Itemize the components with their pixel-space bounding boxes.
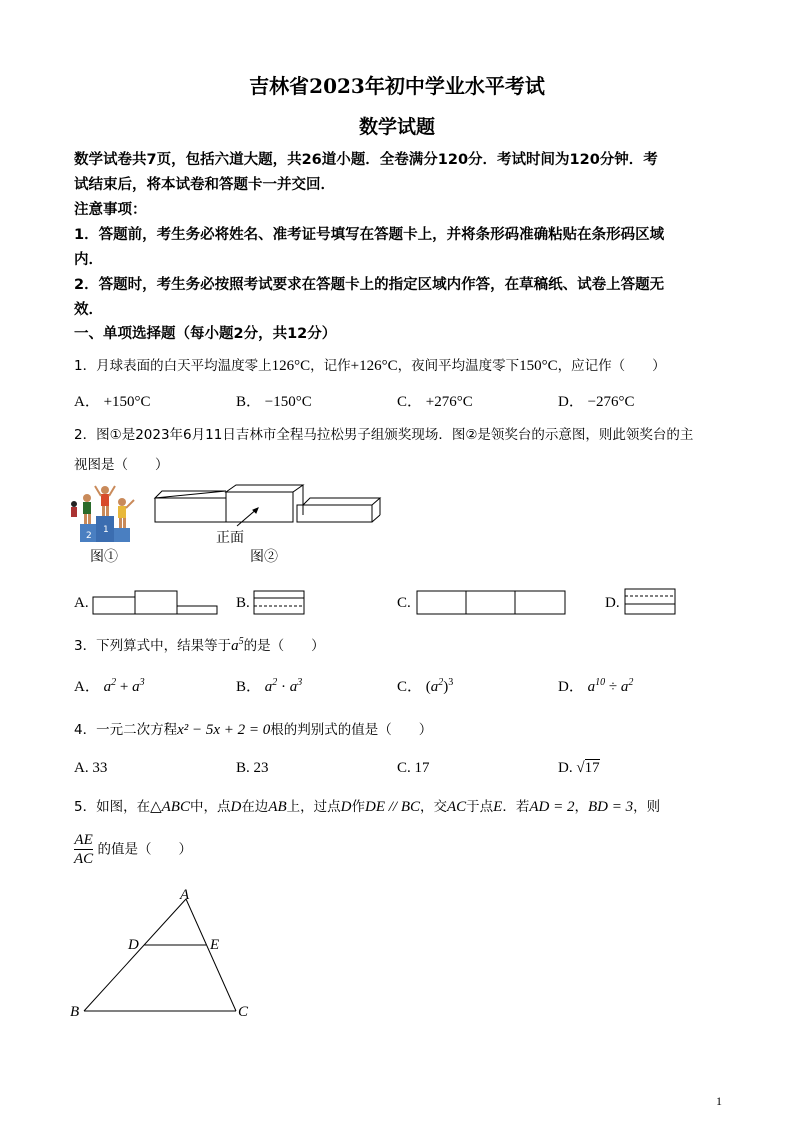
point-b-label: B	[70, 1004, 80, 1020]
point-c-label: C	[238, 1004, 249, 1020]
front-label: 正面	[216, 531, 244, 546]
figure-2-label: 图②	[250, 550, 278, 565]
intro-line-1: 数学试卷共7页，包括六道大题，共26道小题．全卷满分120分．考试时间为120分钟．考	[74, 152, 658, 168]
question-1	[74, 354, 666, 375]
q1-option-a: A． +150°C	[74, 394, 151, 410]
point-e-label: E	[210, 937, 220, 953]
page-number: 1	[716, 1094, 722, 1108]
svg-text:1: 1	[103, 525, 109, 535]
q2-option-b-label: B.	[236, 595, 250, 611]
q2-option-a-label: A.	[74, 595, 89, 611]
q2-option-b-figure	[253, 590, 307, 616]
section-1-heading: 一、单项选择题（每小题2分，共12分）	[74, 326, 337, 342]
q3-option-a: A． $a^2 + a^3$	[74, 677, 145, 695]
question-5: 5．如图，在△ABC中，点D在边AB上，过点D作DE // BC，交AC于点E．若AD = 2，BD = 3，则	[74, 799, 661, 815]
q1-text-4: ，应记作（ ）	[557, 358, 666, 374]
q1-option-c: C． +276°C	[397, 394, 473, 410]
q3-text-1: 3．下列算式中，结果等于	[74, 638, 232, 654]
q4-option-b: B. 23	[236, 760, 269, 776]
q5-text-end: 的值是（ ）	[97, 841, 192, 858]
q4-equation: x² − 5x + 2 = 0	[177, 722, 271, 738]
q4-text-2: 根的判别式的值是（ ）	[270, 722, 433, 738]
q2-option-d-label: D.	[605, 595, 620, 611]
q4-option-c: C. 17	[397, 760, 430, 776]
svg-text:2: 2	[86, 531, 92, 541]
q1-value-2: +126°C	[350, 358, 398, 374]
intro-line-2: 试结束后，将本试卷和答题卡一并交回．	[74, 177, 335, 193]
q5-line-2	[74, 831, 192, 868]
triangle-figure	[66, 885, 266, 1025]
q1-text-3: ，夜间平均温度零下	[397, 358, 520, 374]
note-2-line-1: 2．答题时，考生务必按照考试要求在答题卡上的指定区域内作答，在草稿纸、试卷上答题无	[74, 277, 665, 293]
q1-text-2: ，记作	[310, 358, 351, 374]
q3-expr: $a^5$	[231, 636, 244, 654]
q1-text-1: 1．月球表面的白天平均温度零上	[74, 358, 272, 374]
question-3	[74, 634, 325, 655]
q2-line-1: 2．图①是2023年6月11日吉林市全程马拉松男子组颁奖现场．图②是领奖台的示意图，则此领奖台的主	[74, 427, 694, 443]
note-1-line-1: 1．答题前，考生务必将姓名、准考证号填写在答题卡上，并将条形码准确粘贴在条形码区域	[74, 227, 665, 243]
q4-option-a: A. 33	[74, 760, 108, 776]
q1-option-d: D． −276°C	[558, 394, 635, 410]
question-4	[74, 718, 432, 739]
q2-option-d-figure	[624, 588, 678, 616]
q4-text-1: 4．一元二次方程	[74, 722, 178, 738]
q1-value-3: 150°C	[519, 358, 558, 374]
page-title: 吉林省2023年初中学业水平考试	[249, 74, 545, 98]
podium-diagram	[150, 482, 390, 552]
q4-option-d: D. √17	[558, 760, 600, 776]
page-subtitle: 数学试题	[358, 116, 435, 138]
q2-option-a-figure	[92, 590, 220, 616]
figure-1-label: 图①	[90, 550, 118, 565]
q5-fraction: $\frac{AE}{AC}$	[74, 832, 94, 867]
point-a-label: A	[180, 887, 190, 903]
q3-option-c: C． $(a^2)^3$	[397, 677, 454, 695]
q3-option-d: D． $a^{10} \div a^2$	[558, 677, 634, 695]
q2-line-2: 视图是（ ）	[74, 457, 169, 473]
q1-option-b: B． −150°C	[236, 394, 312, 410]
q1-value-1: 126°C	[271, 358, 311, 374]
note-1-line-2: 内．	[74, 252, 103, 268]
q3-text-2: 的是（ ）	[243, 638, 325, 654]
podium-photo	[70, 482, 142, 544]
q2-option-c-figure	[416, 590, 568, 616]
q2-option-c-label: C.	[397, 595, 411, 611]
point-d-label: D	[128, 937, 139, 953]
q3-option-b: B． $a^2 \cdot a^3$	[236, 677, 303, 695]
notes-heading: 注意事项：	[74, 202, 147, 218]
note-2-line-2: 效．	[74, 302, 103, 318]
